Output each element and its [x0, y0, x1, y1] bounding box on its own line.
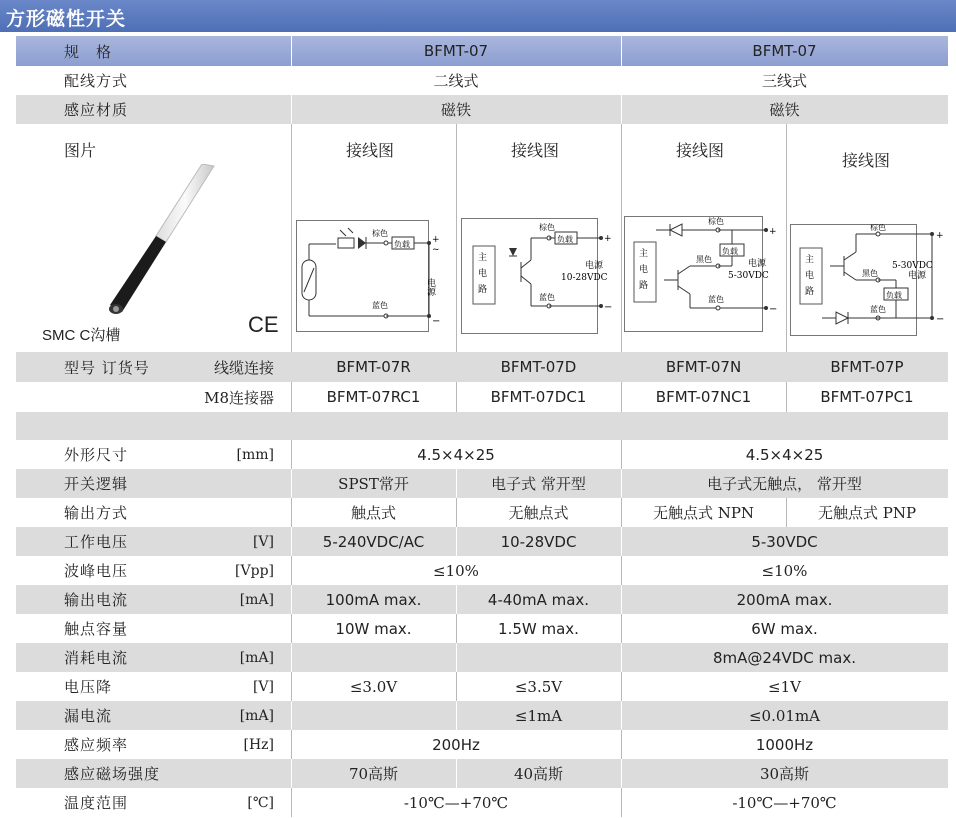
- spec-value: [291, 643, 456, 672]
- spec-row: [16, 701, 948, 730]
- spec-value: 电子式无触点， 常开型: [707, 475, 862, 493]
- spec-value: 8mA@24VDC max.: [712, 648, 856, 667]
- diagram-title-p: 接线图: [842, 151, 891, 170]
- spec-label: 电压降: [64, 678, 113, 696]
- diag-n-main: 主: [639, 249, 649, 259]
- spec-value: 4.5×4×25: [417, 445, 495, 464]
- diagram-title-d: 接线图: [511, 141, 560, 160]
- spec-value: 4.5×4×25: [745, 445, 824, 464]
- cable-label: 线缆连接: [213, 358, 274, 377]
- wiring-diagram-d: [461, 218, 621, 334]
- diag-d-blue: 蓝色: [539, 293, 555, 302]
- diag-d-voltage: 10-28VDC: [561, 273, 608, 283]
- spec-value: ≤3.5V: [514, 677, 563, 696]
- svg-text:路: 路: [478, 285, 488, 295]
- wiring-b: 三线式: [761, 72, 807, 90]
- spec-label: 消耗电流: [64, 649, 129, 667]
- diag-p-main: 主: [805, 255, 815, 265]
- spec-row: [16, 556, 948, 585]
- spec-value: 100mA max.: [325, 590, 422, 609]
- svg-text:路: 路: [639, 281, 649, 291]
- spec-value: 200Hz: [432, 735, 480, 754]
- spec-value: 无触点式 PNP: [817, 504, 917, 522]
- model-m8-r: BFMT-07RC1: [326, 388, 421, 406]
- spec-row: [16, 788, 948, 817]
- spec-value: [291, 701, 456, 730]
- diag-p-power: 电源: [908, 271, 927, 281]
- diag-n-black: 黑色: [696, 255, 712, 264]
- material-label: 感应材质: [64, 101, 129, 119]
- ce-mark: CE: [248, 312, 279, 337]
- sensor-photo: [96, 164, 226, 324]
- spec-unit: [V]: [252, 678, 274, 695]
- diag-n-plus: +: [769, 227, 777, 237]
- spec-value: SPST常开: [338, 475, 409, 493]
- spec-value: ≤0.01mA: [748, 706, 821, 725]
- spec-row: [16, 469, 948, 498]
- model-m8-d: BFMT-07DC1: [490, 388, 587, 406]
- model-group-b: BFMT-07: [752, 42, 817, 60]
- spec-unit: [Hz]: [243, 736, 274, 753]
- svg-text:路: 路: [805, 287, 815, 297]
- wiring-diagram-p: [790, 224, 948, 338]
- model-cable-d: BFMT-07D: [500, 358, 577, 376]
- diag-n-blue: 蓝色: [708, 295, 724, 304]
- diag-d-minus: −: [604, 302, 613, 313]
- spec-row: [16, 730, 948, 759]
- diag-d-main: 主: [478, 253, 488, 263]
- m8-label: M8连接器: [204, 388, 274, 407]
- spec-value: 5-30VDC: [751, 532, 818, 551]
- spacer-row: [16, 412, 948, 440]
- diag-r-tilde: ~: [432, 245, 440, 255]
- spec-unit: [216, 469, 274, 498]
- section-title: 方形磁性开关: [6, 8, 127, 30]
- spec-unit: [℃]: [247, 794, 274, 811]
- model-cable-p: BFMT-07P: [830, 358, 904, 376]
- spec-row: [16, 672, 948, 701]
- spec-value: 电子式 常开型: [491, 475, 586, 493]
- spec-unit: [Vpp]: [235, 562, 274, 579]
- diag-d-load: 负载: [557, 235, 573, 244]
- spec-row: [16, 440, 948, 469]
- spec-header: 规 格: [64, 42, 113, 61]
- spec-value: 无触点式 NPN: [652, 504, 755, 522]
- diag-r-brown: 棕色: [372, 229, 388, 238]
- spec-row: [16, 585, 948, 614]
- spec-table: [16, 36, 948, 818]
- spec-label: 漏电流: [64, 707, 113, 725]
- picture-row: [16, 124, 948, 352]
- diag-p-blue: 蓝色: [870, 305, 886, 314]
- spec-value: 10W max.: [335, 619, 412, 638]
- spec-unit: [216, 759, 274, 788]
- spec-value: ≤10%: [433, 561, 479, 580]
- spec-label: 输出电流: [64, 591, 129, 609]
- picture-label: 图片: [64, 141, 97, 160]
- spec-row: [16, 527, 948, 556]
- spec-unit: [216, 498, 274, 527]
- section-banner: [0, 0, 956, 32]
- spec-unit: [mm]: [236, 446, 274, 463]
- diag-p-minus: −: [936, 314, 945, 325]
- spec-unit: [216, 614, 274, 643]
- spec-value: 6W max.: [751, 619, 818, 638]
- model-cable-row: [16, 352, 948, 382]
- diag-d-power: 电源: [585, 261, 604, 271]
- diag-r-load: 负载: [394, 240, 410, 249]
- wiring-row: [16, 66, 948, 95]
- spec-value: 无触点式: [508, 504, 569, 522]
- svg-text:电: 电: [478, 269, 488, 279]
- diag-n-load: 负载: [722, 247, 738, 256]
- spec-value: ≤1V: [768, 677, 801, 696]
- spec-unit: [mA]: [239, 649, 274, 666]
- spec-row: [16, 759, 948, 788]
- diag-n-power: 电源: [748, 259, 767, 269]
- diag-p-plus: +: [936, 231, 944, 241]
- spec-label: 触点容量: [64, 620, 129, 638]
- model-m8-row: [16, 382, 948, 412]
- diag-d-plus: +: [604, 234, 612, 244]
- table-header-row: [16, 36, 948, 66]
- spec-value: 5-240VDC/AC: [322, 532, 425, 551]
- spec-label: 工作电压: [64, 533, 129, 551]
- diag-r-minus: −: [432, 316, 441, 327]
- spec-value: ≤1mA: [514, 706, 563, 725]
- svg-text:电: 电: [805, 271, 815, 281]
- spec-value: [456, 643, 621, 672]
- diag-r-plus: +: [432, 235, 440, 245]
- wiring-diagram-n: [624, 216, 786, 332]
- wiring-label: 配线方式: [64, 72, 129, 90]
- spec-unit: [mA]: [239, 591, 274, 608]
- diag-d-brown: 棕色: [539, 223, 555, 232]
- spec-value: 70高斯: [348, 765, 399, 783]
- wiring-a: 二线式: [433, 72, 479, 90]
- material-b: 磁铁: [769, 101, 800, 119]
- svg-text:电: 电: [639, 265, 649, 275]
- spec-row: [16, 498, 948, 527]
- model-m8-n: BFMT-07NC1: [655, 388, 752, 406]
- diag-p-brown: 棕色: [870, 224, 886, 232]
- diagram-title-r: 接线图: [346, 141, 395, 160]
- photo-caption: SMC C沟槽: [42, 327, 121, 344]
- model-cable-n: BFMT-07N: [665, 358, 742, 376]
- spec-value: -10℃—+70℃: [403, 793, 509, 812]
- model-group-a: BFMT-07: [423, 42, 489, 60]
- spec-row: [16, 643, 948, 672]
- diag-n-voltage: 5-30VDC: [728, 271, 769, 281]
- spec-value: 10-28VDC: [500, 532, 577, 551]
- diagram-title-n: 接线图: [676, 141, 725, 160]
- spec-label: 输出方式: [64, 504, 129, 522]
- spec-value: 1.5W max.: [498, 619, 579, 638]
- wiring-diagram-r: [296, 220, 456, 332]
- diag-p-voltage: 5-30VDC: [892, 261, 933, 271]
- spec-value: ≤10%: [761, 561, 808, 580]
- spec-value: 40高斯: [513, 765, 564, 783]
- spec-label: 波峰电压: [64, 562, 129, 580]
- spec-label: 感应磁场强度: [64, 765, 161, 783]
- spec-label: 开关逻辑: [64, 475, 129, 493]
- spec-value: 30高斯: [759, 765, 810, 783]
- spec-unit: [V]: [252, 533, 274, 550]
- diag-p-load: 负载: [886, 291, 902, 300]
- spec-value: 200mA max.: [736, 590, 833, 609]
- spec-value: 4-40mA max.: [487, 590, 590, 609]
- spec-value: 1000Hz: [755, 735, 814, 754]
- spec-value: 触点式: [350, 504, 396, 522]
- spec-unit: [mA]: [239, 707, 274, 724]
- spec-row: [16, 614, 948, 643]
- spec-value: -10℃—+70℃: [732, 793, 837, 812]
- spec-label: 外形尺寸: [64, 446, 129, 464]
- material-a: 磁铁: [440, 101, 471, 119]
- diag-r-power: 电源: [425, 278, 435, 296]
- diag-p-black: 黑色: [862, 269, 878, 278]
- diag-n-brown: 棕色: [708, 217, 724, 226]
- model-m8-p: BFMT-07PC1: [820, 388, 914, 406]
- model-label: 型号 订货号: [64, 358, 150, 377]
- spec-value: ≤3.0V: [349, 677, 398, 696]
- material-row: [16, 95, 948, 124]
- spec-label: 感应频率: [64, 736, 129, 754]
- spec-label: 温度范围: [64, 794, 129, 812]
- diag-n-minus: −: [769, 304, 778, 315]
- model-cable-r: BFMT-07R: [336, 358, 411, 376]
- diag-r-blue: 蓝色: [372, 301, 388, 310]
